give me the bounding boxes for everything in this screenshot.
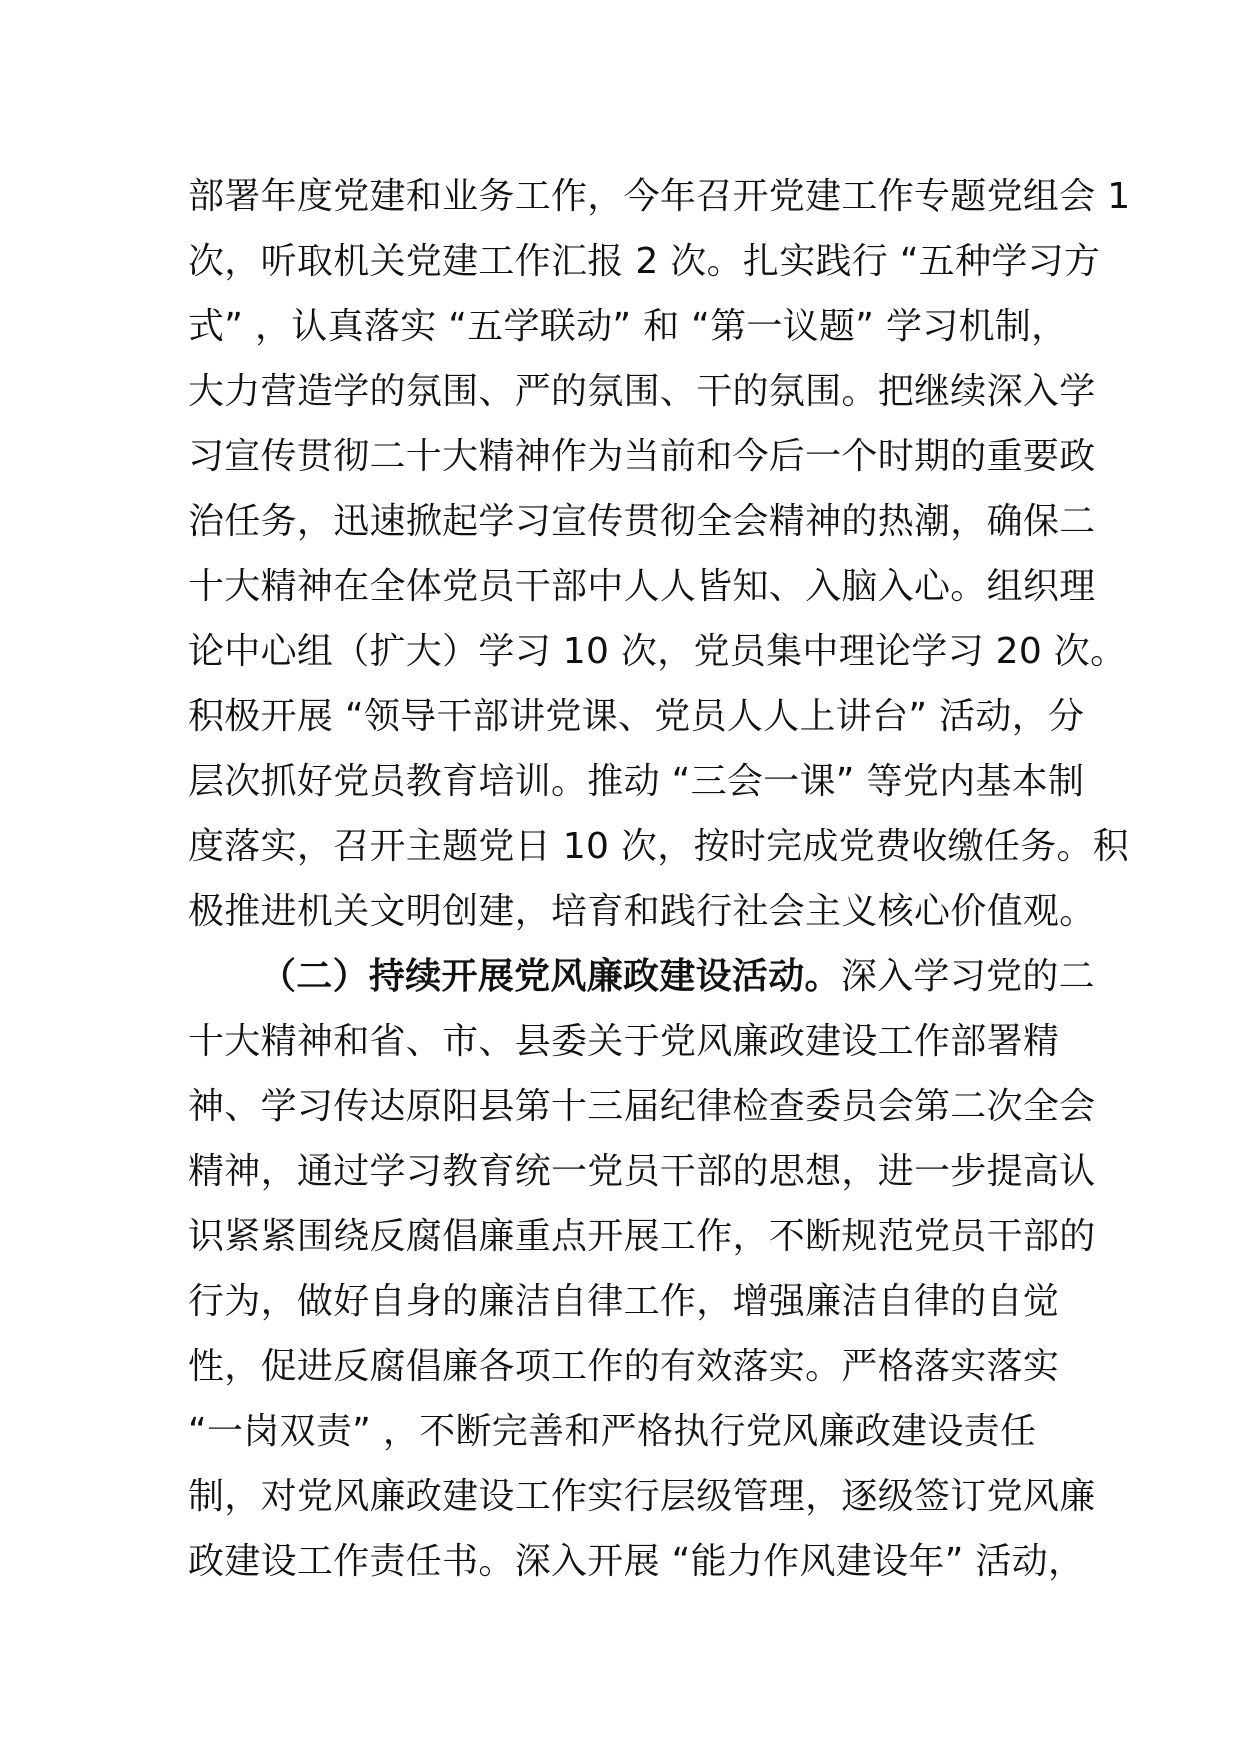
text-line: 层次抓好党员教育培训。推动 “三会一课” 等党内基本制: [188, 761, 1085, 802]
text-line: 部署年度党建和业务工作，今年召开党建工作专题党组会 1: [188, 176, 1131, 217]
section-heading: （二）持续开展党风廉政建设活动。: [260, 956, 841, 997]
text-line: 大力营造学的氛围、严的氛围、干的氛围。把继续深入学: [188, 371, 1096, 412]
text-line: 性，促进反腐倡廉各项工作的有效落实。严格落实落实: [188, 1346, 1060, 1387]
text-line: 次，听取机关党建工作汇报 2 次。扎实践行 “五种学习方: [188, 241, 1101, 282]
text-line: 十大精神在全体党员干部中人人皆知、入脑入心。组织理: [188, 566, 1096, 607]
paragraph-first-line: [188, 944, 1095, 1009]
text-line: 制，对党风廉政建设工作实行层级管理，逐级签订党风廉: [188, 1476, 1096, 1517]
text-line: 精神，通过学习教育统一党员干部的思想，进一步提高认: [188, 1151, 1096, 1192]
text-line: 习宣传贯彻二十大精神作为当前和今后一个时期的重要政: [188, 436, 1096, 477]
text-line: 识紧紧围绕反腐倡廉重点开展工作，不断规范党员干部的: [188, 1216, 1096, 1257]
text-line: 治任务，迅速掀起学习宣传贯彻全会精神的热潮，确保二: [188, 501, 1096, 542]
heading-followup-text: 深入学习党的二: [840, 956, 1095, 997]
text-line: 行为，做好自身的廉洁自律工作，增强廉洁自律的自觉: [188, 1281, 1060, 1322]
text-line: 式” ，认真落实 “五学联动” 和 “第一议题” 学习机制，: [188, 306, 1068, 347]
text-line: 神、学习传达原阳县第十三届纪律检查委员会第二次全会: [188, 1086, 1096, 1127]
text-line: 度落实，召开主题党日 10 次，按时完成党费收缴任务。积: [188, 826, 1130, 867]
text-line: 十大精神和省、市、县委关于党风廉政建设工作部署精: [188, 1021, 1060, 1062]
paragraph-party-building: [188, 164, 1131, 944]
body-text: [188, 164, 1131, 1594]
text-line: “一岗双责” ，不断完善和严格执行党风廉政建设责任: [188, 1411, 1037, 1452]
text-line: 政建设工作责任书。深入开展 “能力作风建设年” 活动，: [188, 1541, 1085, 1582]
text-line: 极推进机关文明创建，培育和践行社会主义核心价值观。: [188, 891, 1096, 932]
text-line: 论中心组（扩大）学习 10 次，党员集中理论学习 20 次。: [188, 631, 1127, 672]
text-line: 积极开展 “领导干部讲党课、党员人人上讲台” 活动，分: [188, 696, 1085, 737]
paragraph-anti-corruption: [188, 944, 1096, 1594]
